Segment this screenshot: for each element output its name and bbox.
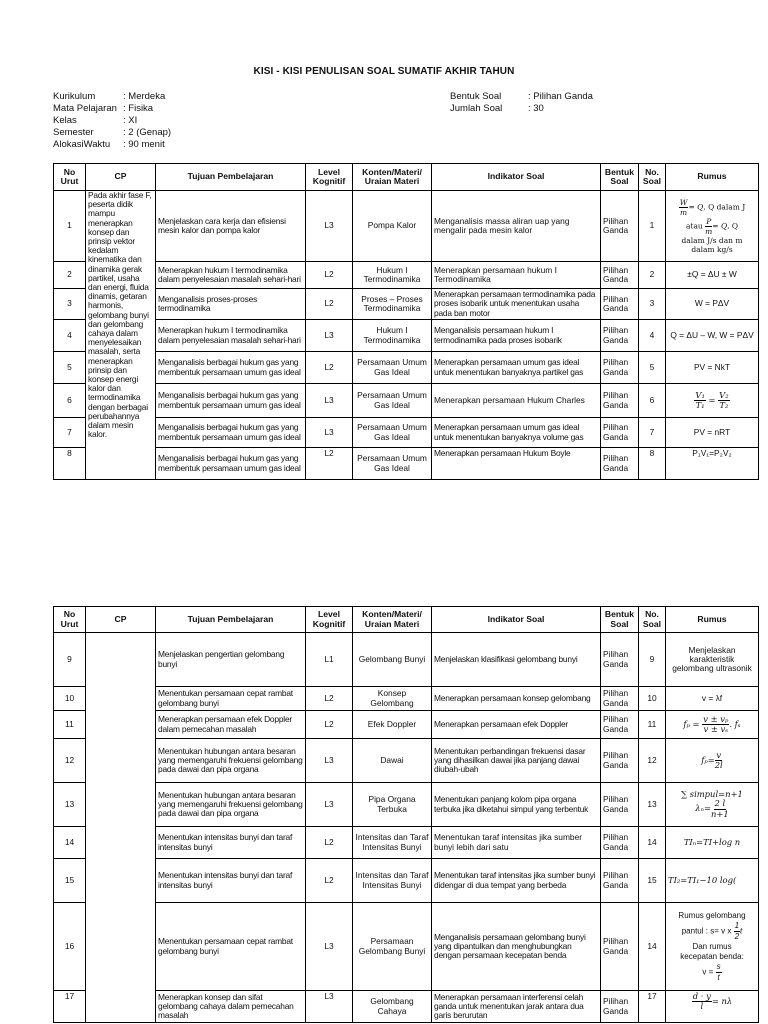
cell-indikator: Menerapkan persamaan interferensi celah ganda untuk menentukan jarak antara dua garis berurutan [432, 991, 601, 1023]
header-level: Level Kognitif [306, 607, 353, 633]
cell-no-soal: 12 [639, 739, 666, 783]
table-header-row [54, 607, 759, 633]
meta-value: : Merdeka [123, 91, 166, 102]
cell-no: 3 [54, 289, 86, 320]
header-bentuk: Bentuk Soal [601, 164, 639, 191]
meta-value: : Fisika [123, 103, 154, 114]
cell-indikator: Menerapkan persamaan hukum I Termodinamika [432, 262, 601, 289]
header-rumus: Rumus [666, 607, 759, 633]
cell-level: L2 [306, 289, 353, 320]
cell-no-soal: 14 [639, 827, 666, 859]
page-2 [0, 606, 768, 1024]
table-row [54, 687, 759, 711]
cell-no: 11 [54, 711, 86, 739]
cell-no: 2 [54, 262, 86, 289]
cell-no-soal: 1 [639, 191, 666, 262]
cell-level: L2 [306, 448, 353, 480]
table-row [54, 191, 759, 262]
cell-konten: Gelombang Cahaya [353, 991, 432, 1023]
formula-fraction: $\frac{2 l}{n+1}$ [710, 798, 729, 819]
cell-level: L3 [306, 991, 353, 1023]
table-row [54, 418, 759, 448]
meta-left [53, 91, 171, 151]
cell-konten: Konsep Gelombang [353, 687, 432, 711]
cell-rumus: v = λf [666, 687, 759, 711]
cell-konten: Persamaan Umum Gas Ideal [353, 384, 432, 418]
formula-fraction: $\frac{v}{2l}$ [714, 749, 723, 770]
meta-key: AlokasiWaktu [53, 139, 111, 150]
cell-bentuk: Pilihan Ganda [601, 739, 639, 783]
cell-no: 14 [54, 827, 86, 859]
cell-no-soal: 2 [639, 262, 666, 289]
cell-tujuan: Menentukan hubungan antara besaran yang memengaruhi frekuensi gelombang pada dawai dan pipa organa [156, 783, 306, 827]
meta-key: Kurikulum [53, 91, 96, 102]
cell-level: L3 [306, 320, 353, 352]
cell-rumus: ∑ simpul=n+1 λₙ= $\frac{2 l}{n+1}$ [666, 783, 759, 827]
table-row [54, 448, 759, 480]
formula-fraction: $\frac{1}{2}$ [734, 920, 740, 941]
cell-no: 5 [54, 352, 86, 384]
meta-right [450, 91, 593, 115]
cell-level: L3 [306, 903, 353, 991]
cell-level: L2 [306, 352, 353, 384]
table-header-row [54, 164, 759, 191]
cell-indikator: Menganalisis massa aliran uap yang mengalir pada mesin kalor [432, 191, 601, 262]
cell-indikator: Menerapkan persamaan efek Doppler [432, 711, 601, 739]
cell-konten: Persamaan Umum Gas Ideal [353, 418, 432, 448]
cell-konten: Dawai [353, 739, 432, 783]
header-indikator: Indikator Soal [432, 164, 601, 191]
header-no-urut: No Urut [54, 164, 86, 191]
cell-tujuan: Menentukan intensitas bunyi dan taraf intensitas bunyi [156, 859, 306, 903]
formula-fraction: $\frac{\text{V₂}}{\text{T₂}}$ [719, 389, 729, 410]
cell-no-soal: 4 [639, 320, 666, 352]
cell-bentuk: Pilihan Ganda [601, 903, 639, 991]
header-no-urut: No Urut [54, 607, 86, 633]
cell-level: L2 [306, 687, 353, 711]
cell-rumus: W = PΔV [666, 289, 759, 320]
cell-indikator: Menganalisis persamaan gelombang bunyi yang dipantulkan dan menghubungkan dengan persamaan kecepatan benda [432, 903, 601, 991]
cell-no: 13 [54, 783, 86, 827]
cell-konten: Persamaan Umum Gas Ideal [353, 352, 432, 384]
meta-key: Mata Pelajaran [53, 103, 117, 114]
cell-bentuk: Pilihan Ganda [601, 633, 639, 687]
cell-cp-empty [86, 633, 156, 1023]
cell-no: 6 [54, 384, 86, 418]
page-gap [0, 520, 768, 606]
cell-tujuan: Menganalisis proses-proses termodinamika [156, 289, 306, 320]
header-rumus: Rumus [666, 164, 759, 191]
cell-rumus: ±Q = ΔU ± W [666, 262, 759, 289]
cell-tujuan: Menjelaskan pengertian gelombang bunyi [156, 633, 306, 687]
cell-rumus: Rumus gelombang pantul : s= v x $\frac{1}{2}$ t Dan rumus kecepatan benda: v = $\frac{s}{t}$ [666, 903, 759, 991]
table-row [54, 352, 759, 384]
cell-tujuan: Menganalisis berbagai hukum gas yang membentuk persamaan umum gas ideal [156, 448, 306, 480]
cell-rumus: P₁V₁=P₂V₂ [666, 448, 759, 480]
header-tujuan: Tujuan Pembelajaran [156, 164, 306, 191]
cell-bentuk: Pilihan Ganda [601, 352, 639, 384]
cell-no: 16 [54, 903, 86, 991]
header-bentuk: Bentuk Soal [601, 607, 639, 633]
kisi-table-1 [53, 163, 759, 480]
header-konten: Konten/Materi/ Uraian Materi [353, 164, 432, 191]
cell-no: 8 [54, 448, 86, 480]
cell-level: L3 [306, 783, 353, 827]
cell-konten: Efek Doppler [353, 711, 432, 739]
cell-rumus: $\frac{W}{m}$ = Q, Q dalam J atau $\frac{P}{m}$ = Q, Q dalam J/s dan m dalam kg/s [666, 191, 759, 262]
cell-konten: Proses – Proses Termodinamika [353, 289, 432, 320]
cell-indikator: Menganalisis persamaan hukum I termodinamika pada proses isobarik [432, 320, 601, 352]
cell-tujuan: Menganalisis berbagai hukum gas yang membentuk persamaan umum gas ideal [156, 352, 306, 384]
cell-bentuk: Pilihan Ganda [601, 418, 639, 448]
cell-indikator: Menerapkan persamaan umum gas ideal untuk menentukan banyaknya partikel gas [432, 352, 601, 384]
formula-fraction: $\frac{P}{m}$ [705, 217, 713, 236]
cell-indikator: Menjelaskan klasifikasi gelombang bunyi [432, 633, 601, 687]
table-row [54, 633, 759, 687]
cell-bentuk: Pilihan Ganda [601, 289, 639, 320]
cell-bentuk: Pilihan Ganda [601, 687, 639, 711]
cell-indikator: Menerapkan persamaan konsep gelombang [432, 687, 601, 711]
cell-konten: Pompa Kalor [353, 191, 432, 262]
header-no-soal: No. Soal [639, 164, 666, 191]
table-row [54, 859, 759, 903]
cell-cp: Pada akhir fase F, peserta didik mampu menerapkan konsep dan prinsip vektor kedalam kinematika dan dinamika gerak partikel, usaha dan energi, fluida dinamis, getaran harmonis, gelombang bunyi dan gelombang cahaya dalam menyelesaikan masalah, serta menerapkan prinsip dan konsep energi kalor dan termodinamika dengan berbagai perubahannya dalam mesin kalor. [86, 191, 156, 480]
cell-no-soal: 14 [639, 903, 666, 991]
cell-no-soal: 13 [639, 783, 666, 827]
cell-level: L2 [306, 859, 353, 903]
cell-level: L2 [306, 827, 353, 859]
cell-level: L3 [306, 418, 353, 448]
cell-tujuan: Menganalisis berbagai hukum gas yang membentuk persamaan umum gas ideal [156, 384, 306, 418]
cell-konten: Hukum I Termodinamika [353, 262, 432, 289]
cell-bentuk: Pilihan Ganda [601, 859, 639, 903]
formula-fraction: $\frac{d \cdot y}{l}$ [692, 991, 711, 1012]
cell-tujuan: Menentukan persamaan cepat rambat gelombang bunyi [156, 903, 306, 991]
cell-tujuan: Menentukan intensitas bunyi dan taraf intensitas bunyi [156, 827, 306, 859]
cell-level: L3 [306, 191, 353, 262]
header-konten: Konten/Materi/ Uraian Materi [353, 607, 432, 633]
table-row [54, 711, 759, 739]
cell-no: 17 [54, 991, 86, 1023]
cell-konten: Hukum I Termodinamika [353, 320, 432, 352]
cell-konten: Intensitas dan Taraf Intensitas Bunyi [353, 859, 432, 903]
table-row [54, 991, 759, 1023]
cell-no: 15 [54, 859, 86, 903]
cell-no-soal: 6 [639, 384, 666, 418]
cell-no-soal: 15 [639, 859, 666, 903]
table-row [54, 384, 759, 418]
cell-no-soal: 8 [639, 448, 666, 480]
cell-tujuan: Menerapkan konsep dan sifat gelombang cahaya dalam pemecahan masalah [156, 991, 306, 1023]
meta-value: : 30 [528, 103, 544, 114]
formula-fraction: $\frac{\text{V₁}}{\text{T₁}}$ [695, 389, 705, 410]
cell-tujuan: Menerapkan hukum I termodinamika dalam penyelesaian masalah sehari-hari [156, 320, 306, 352]
meta-value: : XI [123, 115, 138, 126]
table-row [54, 783, 759, 827]
cell-bentuk: Pilihan Ganda [601, 384, 639, 418]
cell-no-soal: 3 [639, 289, 666, 320]
meta-key: Jumlah Soal [450, 103, 503, 114]
cell-tujuan: Menentukan persamaan cepat rambat gelombang bunyi [156, 687, 306, 711]
cell-level: L2 [306, 262, 353, 289]
cell-indikator: Menerapkan persamaan Hukum Boyle [432, 448, 601, 480]
cell-rumus: TIₙ=TI+log n [666, 827, 759, 859]
cell-bentuk: Pilihan Ganda [601, 320, 639, 352]
header-no-soal: No. Soal [639, 607, 666, 633]
cell-no-soal: 11 [639, 711, 666, 739]
header-indikator: Indikator Soal [432, 607, 601, 633]
header-level: Level Kognitif [306, 164, 353, 191]
header-tujuan: Tujuan Pembelajaran [156, 607, 306, 633]
cell-indikator: Menentukan perbandingan frekuensi dasar yang dihasilkan dawai jika panjang dawai diubah-ubah [432, 739, 601, 783]
cell-indikator: Menerapkan persamaan Hukum Charles [432, 384, 601, 418]
cell-no-soal: 9 [639, 633, 666, 687]
cell-indikator: Menentukan taraf intensitas jika sumber bunyi didengar di dua tempat yang berbeda [432, 859, 601, 903]
cell-tujuan: Menjelaskan cara kerja dan efisiensi mesin kalor dan pompa kalor [156, 191, 306, 262]
formula-fraction: $\frac{W}{m}$ [679, 198, 688, 217]
cell-no: 10 [54, 687, 86, 711]
meta-value: : 90 menit [123, 139, 165, 150]
cell-no: 12 [54, 739, 86, 783]
meta-key: Bentuk Soal [450, 91, 502, 102]
cell-rumus: PV = nRT [666, 418, 759, 448]
table-row [54, 289, 759, 320]
meta-key: Kelas [53, 115, 77, 126]
cell-konten: Gelombang Bunyi [353, 633, 432, 687]
cell-tujuan: Menganalisis berbagai hukum gas yang membentuk persamaan umum gas ideal [156, 418, 306, 448]
cell-rumus: $\frac{\text{V₁}}{\text{T₁}}$ = $\frac{\text{V₂}}{\text{T₂}}$ [666, 384, 759, 418]
cell-no-soal: 5 [639, 352, 666, 384]
cell-bentuk: Pilihan Ganda [601, 827, 639, 859]
cell-bentuk: Pilihan Ganda [601, 191, 639, 262]
cell-no: 1 [54, 191, 86, 262]
table-row [54, 827, 759, 859]
cell-rumus: fₚ= $\frac{v}{2l}$ [666, 739, 759, 783]
cell-indikator: Menentukan taraf intensitas jika sumber bunyi lebih dari satu [432, 827, 601, 859]
cell-level: L3 [306, 384, 353, 418]
cell-rumus: fₚ = $\frac{\text{v ± vₚ}}{\text{v ± vₛ}}$ . fₛ [666, 711, 759, 739]
cell-rumus: Menjelaskan karakteristik gelombang ultrasonik [666, 633, 759, 687]
cell-rumus: PV = NkT [666, 352, 759, 384]
cell-no: 9 [54, 633, 86, 687]
cell-tujuan: Menerapkan persamaan efek Doppler dalam pemecahan masalah [156, 711, 306, 739]
cell-no-soal: 7 [639, 418, 666, 448]
cell-rumus: Q = ΔU – W, W = PΔV [666, 320, 759, 352]
cell-level: L2 [306, 711, 353, 739]
cell-indikator: Menerapkan persamaan umum gas ideal untuk menentukan banyaknya volume gas [432, 418, 601, 448]
cell-konten: Persamaan Umum Gas Ideal [353, 448, 432, 480]
cell-konten: Pipa Organa Terbuka [353, 783, 432, 827]
cell-no-soal: 17 [639, 991, 666, 1023]
meta-value: : 2 (Genap) [123, 127, 172, 138]
table-row [54, 320, 759, 352]
cell-level: L1 [306, 633, 353, 687]
cell-bentuk: Pilihan Ganda [601, 783, 639, 827]
table-row [54, 903, 759, 991]
cell-bentuk: Pilihan Ganda [601, 991, 639, 1023]
header-cp: CP [86, 607, 156, 633]
cell-indikator: Menentukan panjang kolom pipa organa terbuka jika diketahui simpul yang terbentuk [432, 783, 601, 827]
cell-rumus: TI₂=TI₁−10 log( [666, 859, 759, 903]
cell-no: 4 [54, 320, 86, 352]
cell-bentuk: Pilihan Ganda [601, 711, 639, 739]
cell-no: 7 [54, 418, 86, 448]
cell-tujuan: Menentukan hubungan antara besaran yang memengaruhi frekuensi gelombang pada dawai dan pipa organa [156, 739, 306, 783]
kisi-table-2 [53, 606, 759, 1023]
meta-key: Semester [53, 127, 94, 138]
cell-bentuk: Pilihan Ganda [601, 262, 639, 289]
document-title: KISI - KISI PENULISAN SOAL SUMATIF AKHIR TAHUN [253, 66, 515, 77]
cell-rumus: $\frac{d \cdot y}{l}$ = nλ [666, 991, 759, 1023]
meta-value: : Pilihan Ganda [528, 91, 593, 102]
table-row [54, 262, 759, 289]
formula-fraction: $\frac{s}{t}$ [716, 961, 721, 982]
cell-konten: Intensitas dan Taraf Intensitas Bunyi [353, 827, 432, 859]
table-row [54, 739, 759, 783]
cell-bentuk: Pilihan Ganda [601, 448, 639, 480]
cell-level: L3 [306, 739, 353, 783]
cell-indikator: Menerapkan persamaan termodinamika pada proses isobarik untuk menentukan usaha pada ban motor [432, 289, 601, 320]
cell-tujuan: Menerapkan hukum I termodinamika dalam penyelesaian masalah sehari-hari [156, 262, 306, 289]
cell-no-soal: 10 [639, 687, 666, 711]
header-cp: CP [86, 164, 156, 191]
cell-konten: Persamaan Gelombang Bunyi [353, 903, 432, 991]
formula-fraction: $\frac{\text{v ± vₚ}}{\text{v ± vₛ}}$ [703, 713, 729, 734]
